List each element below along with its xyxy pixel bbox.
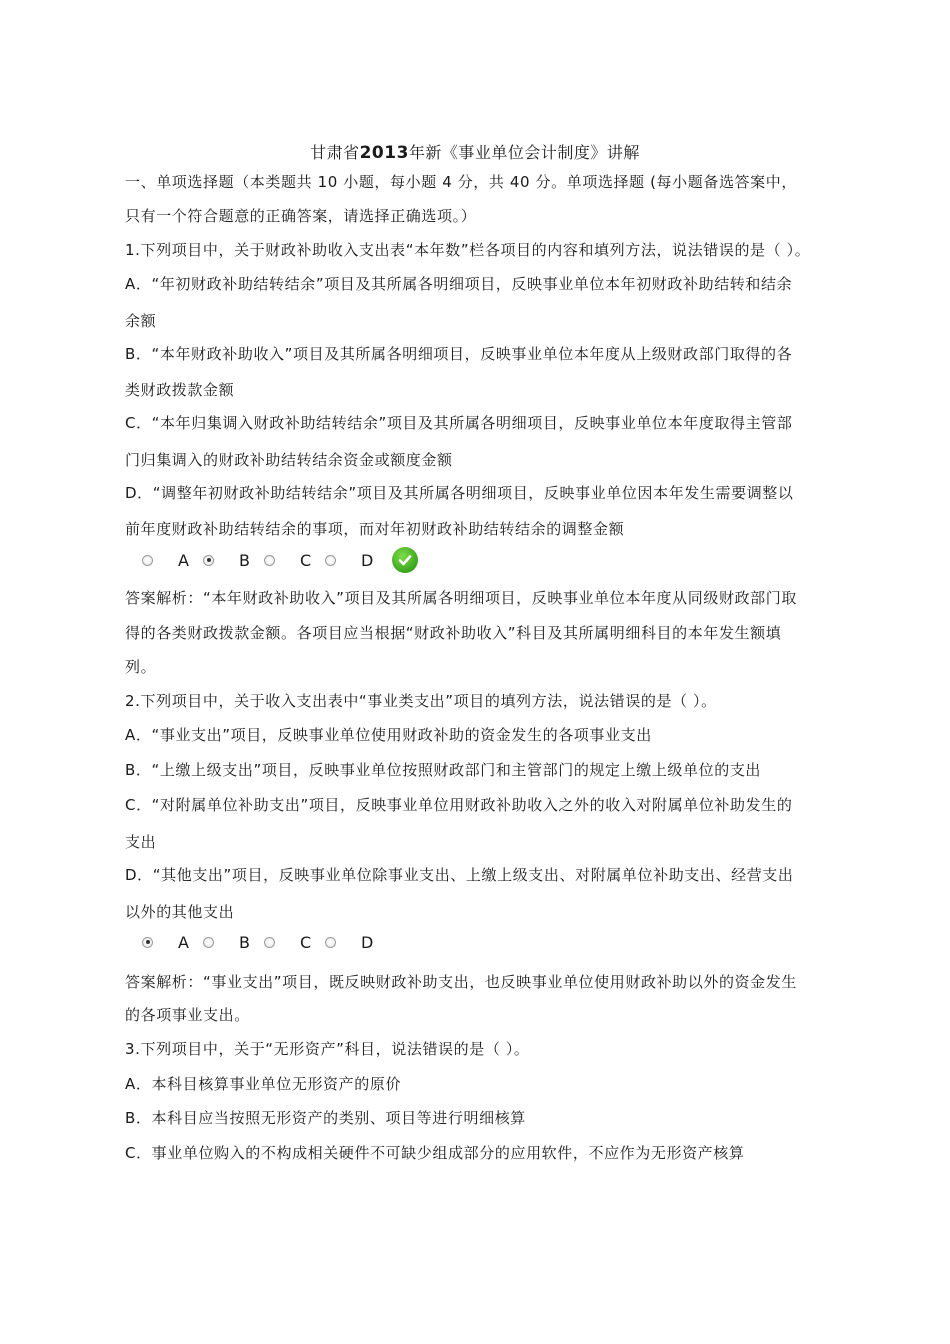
- q1-option-d-line-1: D．“调整年初财政补助结转结余”项目及其所属各明细项目，反映事业单位因本年发生需要调整以: [125, 484, 794, 502]
- q2-radio-b[interactable]: [203, 937, 214, 948]
- q2-option-d-line-2: 以外的其他支出: [125, 903, 235, 921]
- q1-explanation-line-1: 答案解析：“本年财政补助收入”项目及其所属各明细项目，反映事业单位本年度从同级财政部门取: [125, 589, 797, 607]
- q2-explanation-line-1: 答案解析：“事业支出”项目，既反映财政补助支出，也反映事业单位使用财政补助以外的资金发生: [125, 973, 797, 991]
- q1-label-d: D: [361, 550, 374, 570]
- q1-option-b-line-1: B．“本年财政补助收入”项目及其所属各明细项目，反映事业单位本年度从上级财政部门取得的各: [125, 345, 793, 363]
- q1-radio-d[interactable]: [325, 555, 336, 566]
- q1-explanation-line-3: 列。: [125, 658, 157, 676]
- q2-radio-a[interactable]: [142, 937, 153, 948]
- q3-option-c: C．事业单位购入的不构成相关硬件不可缺少组成部分的应用软件，不应作为无形资产核算: [125, 1144, 745, 1162]
- q2-stem: 2.下列项目中，关于收入支出表中“事业类支出”项目的填列方法，说法错误的是（ ）。: [125, 692, 717, 710]
- q1-option-a-line-1: A．“年初财政补助结转结余”项目及其所属各明细项目，反映事业单位本年初财政补助结转和结余: [125, 275, 793, 293]
- q1-option-c-line-2: 门归集调入的财政补助结转结余资金或额度金额: [125, 451, 453, 469]
- q1-answer-options: [142, 546, 418, 574]
- q1-option-a-line-2: 余额: [125, 312, 157, 330]
- q2-label-b: B: [239, 932, 250, 952]
- q2-label-a: A: [178, 932, 189, 952]
- q1-radio-b[interactable]: [203, 555, 214, 566]
- q2-label-d: D: [361, 932, 374, 952]
- title-prefix: 甘肃省: [310, 143, 360, 162]
- section-heading-line-1: 一、单项选择题（本类题共 10 小题，每小题 4 分，共 40 分。单项选择题 (每小题备选答案中，: [125, 173, 797, 191]
- title-suffix: 年新《事业单位会计制度》讲解: [408, 143, 640, 162]
- q3-stem: 3.下列项目中，关于“无形资产”科目，说法错误的是（ ）。: [125, 1040, 530, 1058]
- q2-radio-c[interactable]: [264, 937, 275, 948]
- page-title: [0, 140, 950, 163]
- q1-radio-a[interactable]: [142, 555, 153, 566]
- q2-option-c-line-2: 支出: [125, 833, 157, 851]
- q1-label-c: C: [300, 550, 312, 570]
- q1-explanation-line-2: 得的各类财政拨款金额。各项目应当根据“财政补助收入”科目及其所属明细科目的本年发生额填: [125, 624, 782, 642]
- title-year: 2013: [359, 143, 409, 163]
- q1-option-b-line-2: 类财政拨款金额: [125, 381, 235, 399]
- q2-radio-d[interactable]: [325, 937, 336, 948]
- q3-option-a: A．本科目核算事业单位无形资产的原价: [125, 1075, 402, 1093]
- q3-option-b: B．本科目应当按照无形资产的类别、项目等进行明细核算: [125, 1109, 526, 1127]
- q2-option-b: B．“上缴上级支出”项目，反映事业单位按照财政部门和主管部门的规定上缴上级单位的支出: [125, 761, 762, 779]
- q1-radio-c[interactable]: [264, 555, 275, 566]
- q1-stem: 1.下列项目中，关于财政补助收入支出表“本年数”栏各项目的内容和填列方法，说法错误的是（ ）。: [125, 241, 811, 259]
- q2-option-c-line-1: C．“对附属单位补助支出”项目，反映事业单位用财政补助收入之外的收入对附属单位补助发生的: [125, 796, 793, 814]
- q2-answer-options: [142, 928, 386, 956]
- q2-explanation-line-2: 的各项事业支出。: [125, 1006, 250, 1024]
- correct-check-icon: [392, 547, 418, 573]
- q2-label-c: C: [300, 932, 312, 952]
- q2-option-a: A．“事业支出”项目，反映事业单位使用财政补助的资金发生的各项事业支出: [125, 726, 652, 744]
- q2-option-d-line-1: D．“其他支出”项目，反映事业单位除事业支出、上缴上级支出、对附属单位补助支出、经营支出: [125, 866, 794, 884]
- q1-label-b: B: [239, 550, 250, 570]
- section-heading-line-2: 只有一个符合题意的正确答案，请选择正确选项。）: [125, 207, 477, 225]
- q1-option-d-line-2: 前年度财政补助结转结余的事项，而对年初财政补助结转结余的调整金额: [125, 520, 625, 538]
- q1-option-c-line-1: C．“本年归集调入财政补助结转结余”项目及其所属各明细项目，反映事业单位本年度取得主管部: [125, 414, 793, 432]
- q1-label-a: A: [178, 550, 189, 570]
